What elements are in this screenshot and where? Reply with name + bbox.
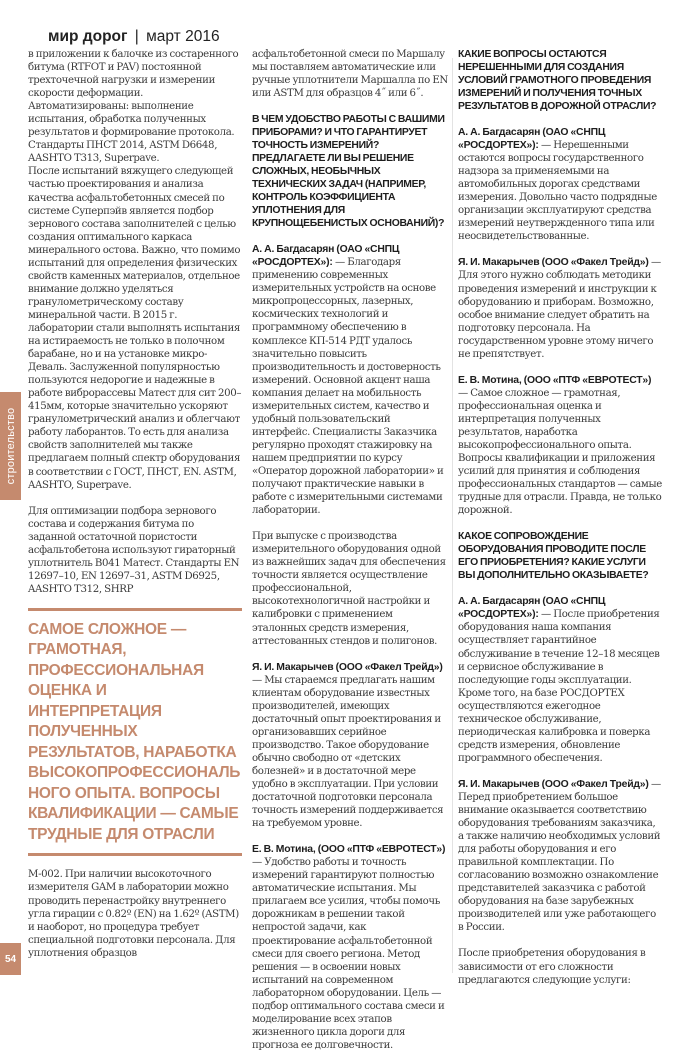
page-number: 54: [0, 943, 21, 975]
pull-quote-text: САМОЕ СЛОЖНОЕ — ГРАМОТНАЯ, ПРОФЕССИОНАЛЬНАЯ ОЦЕНКА И ИНТЕРПРЕТАЦИЯ ПОЛУЧЕННЫХ РЕЗУЛЬТАТОВ, НАРАБОТКА ВЫСОКОПРОФЕССИОНАЛЬНОГО ОПЫТА. ВОПРОСЫ КВАЛИФИКАЦИИ — САМЫЕ ТРУДНЫЕ ДЛЯ ОТРАСЛИ: [28, 620, 241, 843]
issue-date: март 2016: [146, 28, 220, 45]
header-separator: |: [134, 28, 139, 45]
answer-text: — Перед приобретением большое внимание оказывается соответствию оборудования требованиям заказчика, а также наличию необходимых условий для работы оборудования и его правильной комплектации. По согласованию возможно ознакомление представителей заказчика с работой оборудования на базе зарубежных производителей или уже работающего в России.: [458, 778, 661, 934]
speaker-name: Я. И. Макарычев (ООО «Факел Трейд»): [252, 661, 443, 673]
speaker-name: А. А. Багдасарян (ОАО «СНПЦ «РОСДОРТЕХ»):: [252, 244, 400, 269]
answer: [458, 126, 662, 243]
answer-text: — Самое сложное — грамотная, профессиональная оценка и интерпретация полученных результатов, наработка высокопрофессионального опыта. Вопросы квалификации и приложения усилий для принятия и соблюдения профессиональных стандартов — самые трудные для отрасли. Правда, не только дорожной.: [458, 387, 662, 517]
magazine-title: мир дорог: [48, 28, 128, 45]
section-label: строительство: [4, 407, 17, 485]
column-3: [458, 48, 662, 987]
interview-question: В ЧЕМ УДОБСТВО РАБОТЫ С ВАШИМИ ПРИБОРАМИ? И ЧТО ГАРАНТИРУЕТ ТОЧНОСТЬ ИЗМЕРЕНИЙ? ПРЕДЛАГАЕТЕ ЛИ ВЫ РЕШЕНИЕ СЛОЖНЫХ, НЕОБЫЧНЫХ ТЕХНИЧЕСКИХ ЗАДАЧ (НАПРИМЕР, КОНТРОЛЬ КОЭФФИЦИЕНТА УПЛОТНЕНИЯ ДЛЯ КРУПНОЩЕБЕНИСТЫХ ОСНОВАНИЙ)?: [252, 114, 445, 230]
answer-text: — После приобретения оборудования наша компания осуществляет гарантийное обслуживание в течение 12–18 месяцев и сервисное обслуживание в последующие годы эксплуатации. Кроме того, на базе РОСДОРТЕХ осуществляются ежегодное техническое обслуживание, периодическая калибровка и поверка средств измерения, обновление программного обеспечения.: [458, 609, 660, 764]
speaker-name: Е. В. Мотина, (ООО «ПТФ «ЕВРОТЕСТ»): [458, 374, 652, 386]
column-divider: [452, 58, 453, 973]
answer: [458, 595, 662, 765]
paragraph: M-002. При наличии высокоточного измерителя GAM в лаборатории можно проводить перенастройку внутреннего угла гирации с 0.82º (EN) на 1.62º (ASTM) и наоборот, но процедура требует специальной подготовки персонала. Для уплотнения образцов: [28, 869, 239, 959]
speaker-name: А. А. Багдасарян (ОАО «СНПЦ «РОСДОРТЕХ»):: [458, 596, 606, 621]
paragraph: в приложении к балочке из состаренного битума (RTFOT и PAV) постоянной трехточечной нагрузки и измерении скорости деформации. Автоматизированы: выполнение испытания, обработка полученных результатов и формирование протокола. Стандарты ПНСТ 2014, ASTM D6648, AASHTO T313, Superpave.: [28, 49, 239, 165]
column-2: [252, 48, 448, 1052]
running-header: [48, 28, 220, 46]
answer-text: — Удобство работы и точность измерений гарантируют полностью автоматические испытания. Мы прилагаем все усилия, чтобы помочь дорожникам в решении такой непростой задачи, как проектирование асфальтобетонной смеси для своего региона. Метод решения — в освоении новых испытаний на современном лабораторном оборудовании. Цель — подбор оптимального состава смеси и моделирование всех этапов жизненного цикла дороги для прогноза ее долговечности.: [252, 857, 445, 1051]
speaker-name: Я. И. Макарычев (ООО «Факел Трейд»): [458, 778, 649, 790]
answer: [458, 778, 662, 935]
interview-question: КАКИЕ ВОПРОСЫ ОСТАЮТСЯ НЕРЕШЕННЫМИ ДЛЯ СОЗДАНИЯ УСЛОВИЙ ГРАМОТНОГО ПРОВЕДЕНИЯ ИЗМЕРЕНИЙ И ПОЛУЧЕНИЯ ТОЧНЫХ РЕЗУЛЬТАТОВ В ДОРОЖНОЙ ОТРАСЛИ?: [458, 49, 657, 112]
column-1: [28, 48, 242, 960]
speaker-name: Е. В. Мотина, (ООО «ПТФ «ЕВРОТЕСТ»): [252, 844, 446, 856]
speaker-name: А. А. Багдасарян (ОАО «СНПЦ «РОСДОРТЕХ»):: [458, 127, 606, 152]
paragraph: После приобретения оборудования в зависимости от его сложности предлагаются следующие услуги:: [458, 948, 646, 986]
answer: [252, 661, 448, 831]
section-tab: [0, 392, 21, 500]
answer: [252, 843, 448, 1052]
interview-question: КАКОЕ СОПРОВОЖДЕНИЕ ОБОРУДОВАНИЯ ПРОВОДИТЕ ПОСЛЕ ЕГО ПРИОБРЕТЕНИЯ? КАКИЕ УСЛУГИ ВЫ ДОПОЛНИТЕЛЬНО ОКАЗЫВАЕТЕ?: [458, 531, 649, 582]
answer-text: — Мы стараемся предлагать нашим клиентам оборудование известных производителей, имеющих достаточный опыт проектирования и организовавших серийное производство. Такое оборудование обычно свободно от «детских болезней» и в достаточной мере удобно в эксплуатации. При условии достаточной подготовки персонала точность измерений поддерживается на требуемом уровне.: [252, 674, 444, 830]
paragraph: При выпуске с производства измерительного оборудования одной из важнейших задач для обеспечения точности является осуществление профессиональной, высокотехнологичной настройки и калибровки с применением эталонных средств измерения, аттестованных стендов и полигонов.: [252, 531, 446, 647]
pull-quote: [28, 608, 242, 857]
paragraph: Для оптимизации подбора зернового состава и содержания битума по заданной остаточной пористости асфальтобетона используют гираторный уплотнитель B041 Матест. Стандарты EN 12697–10, EN 12697–31, ASTM D6925, AASHTO T312, SHRP: [28, 505, 240, 595]
answer-text: — Нерешенными остаются вопросы государственного надзора за применяемыми на автомобильных дорогах средствами измерения. Довольно часто подрядные организации эксплуатируют средства измерений неутвержденного типа или неосвидетельствованные.: [458, 140, 657, 243]
paragraph: асфальтобетонной смеси по Маршалу мы поставляем автоматические или ручные уплотнители Маршалла по EN или ASTM для образцов 4˝ или 6˝.: [252, 49, 448, 100]
answer: [252, 243, 448, 517]
paragraph: После испытаний вяжущего следующей частью проектирования и анализа качества асфальтобетонных смесей по системе Суперпэйв является подбор зернового состава заполнителей с целью создания оптимального каркаса минерального остова. Важно, что помимо испытаний для определения физических свойств каменных материалов, отдельное внимание должно уделяться гранулометрическому составу минеральной части. В 2015 г. лаборатории стали выполнять испытания на истираемость не только в полочном барабане, но и на установке микро-Деваль. Заслуженной популярностью пользуются недорогие и надежные в работе виброрассевы Матест для сит 200–415мм, которые значительно ускоряют гранулометрический анализ и облегчают работу лаборантов. То есть для анализа свойств заполнителей мы также предлагаем полный спектр оборудования в соответствии с ГОСТ, ПНСТ, EN. ASTM, AASHTO, Superpave.: [28, 166, 242, 491]
answer-text: — Благодаря применению современных измерительных устройств на основе микропроцессорных, лазерных, космических технологий и программному обеспечению в комплексе КП-514 РДТ удалось значительно повысить производительность и достоверность измерений. Основной акцент наша компания делает на мобильность измерительных систем, качество и удобный пользовательский интерфейс. Специалисты Заказчика регулярно проходят стажировку на нашем предприятии по курсу «Оператор дорожной лаборатории» и получают практические навыки в работе с измерительными системами лаборатории.: [252, 257, 444, 517]
answer: [458, 374, 662, 518]
speaker-name: Я. И. Макарычев (ООО «Факел Трейд»): [458, 257, 649, 269]
answer-text: — Для этого нужно соблюдать методики проведения измерений и инструкции к оборудованию и приборам. Возможно, особое внимание следует обратить на подготовку персонала. На государственном уровне этому ничего не препятствует.: [458, 257, 661, 360]
answer: [458, 256, 662, 360]
